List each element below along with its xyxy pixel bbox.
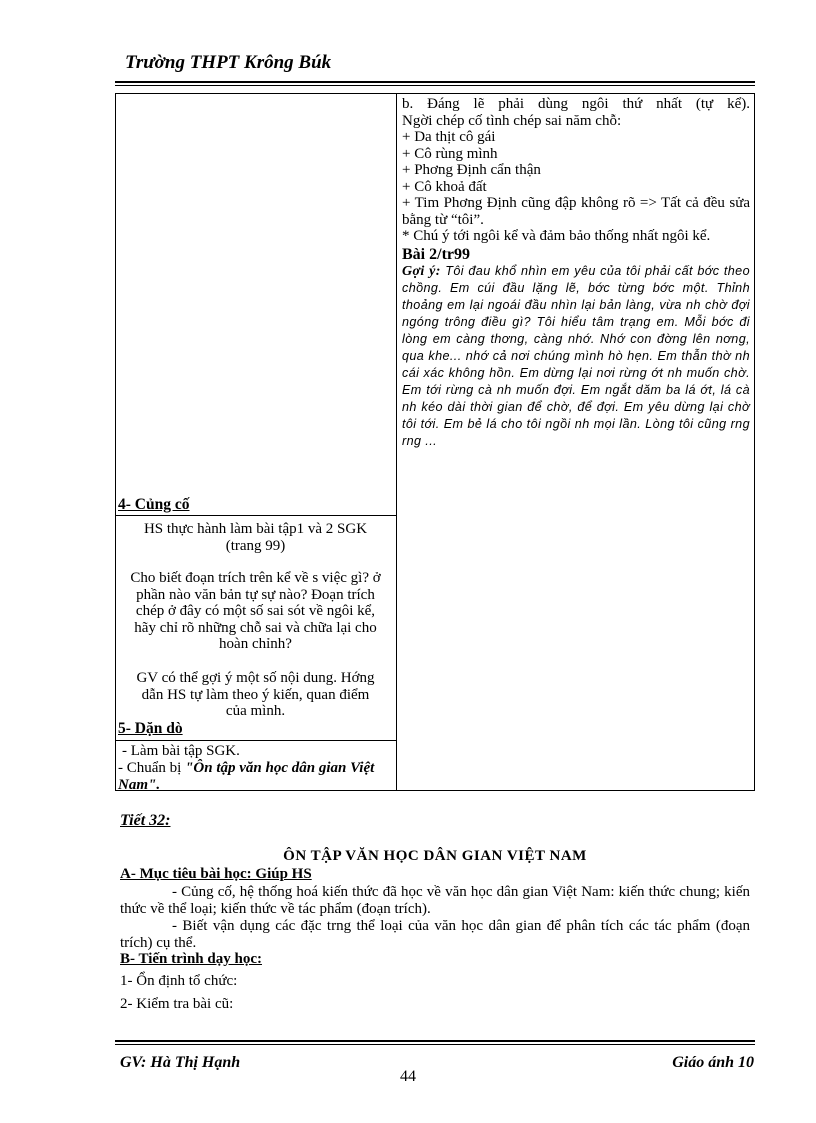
table-row-divider	[115, 740, 396, 741]
list-item: + Phơng Định cẩn thận	[402, 162, 541, 178]
footer-rule	[115, 1040, 755, 1042]
header-rule	[115, 81, 755, 83]
section-4-task: HS thực hành làm bài tập1 và 2 SGK (trang 99)	[143, 521, 368, 554]
procedure-item: 2- Kiểm tra bài cũ:	[120, 996, 234, 1012]
homework-title: "Ôn tập văn học dân gian Việt Nam".	[118, 760, 375, 793]
answer-b-note: Ngời chép cố tình chép sai năm chỗ:	[402, 112, 622, 129]
list-item: + Cô rùng mình	[402, 145, 498, 162]
section-a-heading: A- Mục tiêu bài học: Giúp HS	[120, 866, 312, 882]
exercise-2-heading: Bài 2/tr99	[402, 245, 470, 263]
objective-paragraph: - Củng cố, hệ thống hoá kiến thức đã học về văn học dân gian Việt Nam: kiến thức chung; kiến thức về thể loại; kiến thức về tác phẩm (đoạn trích).	[120, 884, 750, 917]
section-5-title: 5- Dặn dò	[118, 720, 183, 737]
suggestion-label: Gợi ý:	[402, 264, 441, 279]
section-4-heading	[118, 497, 393, 514]
teacher-name: GV: Hà Thị Hạnh	[120, 1054, 241, 1071]
table-column-divider	[396, 93, 397, 791]
right-column-content	[402, 96, 750, 450]
section-4-teacher-note: GV có thể gợi ý một số nội dung. Hớng dẫn HS tự làm theo ý kiến, quan điểm của mình.	[136, 670, 375, 719]
list-item: + Cô khoả đất	[402, 178, 487, 195]
homework-item: - Làm bài tập SGK.	[122, 743, 240, 759]
suggestion-text: Tôi đau khổ nhìn em yêu của tôi phải cất bớc theo chồng. Em cúi đầu lặng lẽ, bớc từng bớc một. Thỉnh thoảng em lại ngoái đầu nhìn lại bản làng, vừa nh chờ đợi ngóng trông điều gì? Tôi hiểu tâm trạng em. Mỗi bớc đi lòng em càng thơng, càng nhớ. Nhớ con đờng lên nơng, qua khe... nhớ cả nơi chúng mình hò hẹn. Em thẫn thờ nh cái xác không hồn. Em dừng lại nơi rừng ớt nh muốn chờ. Em tới rừng cà nh muốn đợi. Em ngắt dăm ba lá ớt, lá cà nh kéo dài thời gian để chờ, để đợi. Em yêu dừng lại chờ tôi tới. Em bẻ lá cho tôi ngồi nh mọi lần. Lòng tôi cũng rng rng ...	[402, 264, 750, 448]
footer-rule-thin	[115, 1044, 755, 1045]
page-title: ÔN TẬP VĂN HỌC DÂN GIAN VIỆT NAM	[283, 848, 587, 864]
table-row-divider	[115, 515, 396, 516]
section-b-heading: B- Tiến trình dạy học:	[120, 951, 262, 967]
homework-item	[118, 760, 393, 793]
list-item: + Tim Phơng Định cũng đập không rõ => Tất cả đều sửa bằng từ “tôi”.	[402, 195, 750, 228]
section-4-title: 4- Củng cố	[118, 496, 190, 513]
answer-b: b. Đáng lẽ phải dùng ngôi thứ nhất (tự kể).	[402, 96, 750, 112]
procedure-item: 1- Ổn định tổ chức:	[120, 973, 238, 989]
school-header: Trường THPT Krông Búk	[125, 52, 332, 73]
section-4-question: Cho biết đoạn trích trên kể về s việc gì? ở phần nào văn bản tự sự nào? Đoạn trích chép ở đây có một số sai sót về ngôi kể, hãy chỉ rõ những chỗ sai và chữa lại cho hoàn chỉnh?	[130, 570, 381, 652]
note: * Chú ý tới ngôi kể và đảm bảo thống nhất ngôi kể.	[402, 228, 711, 244]
objective-paragraph: - Biết vận dụng các đặc trng thể loại của văn học dân gian để phân tích các tác phẩm (đoạn trích) cụ thể.	[120, 918, 750, 951]
course-label: Giáo ánh 10	[672, 1054, 754, 1071]
suggestion-paragraph	[402, 263, 750, 450]
header-rule-thin	[115, 85, 755, 86]
list-item: + Da thịt cô gái	[402, 129, 496, 145]
homework-prefix: - Chuẩn bị	[118, 760, 186, 776]
lesson-number: Tiết 32:	[120, 812, 171, 829]
section-5-heading	[118, 721, 393, 738]
page-number: 44	[400, 1068, 416, 1085]
